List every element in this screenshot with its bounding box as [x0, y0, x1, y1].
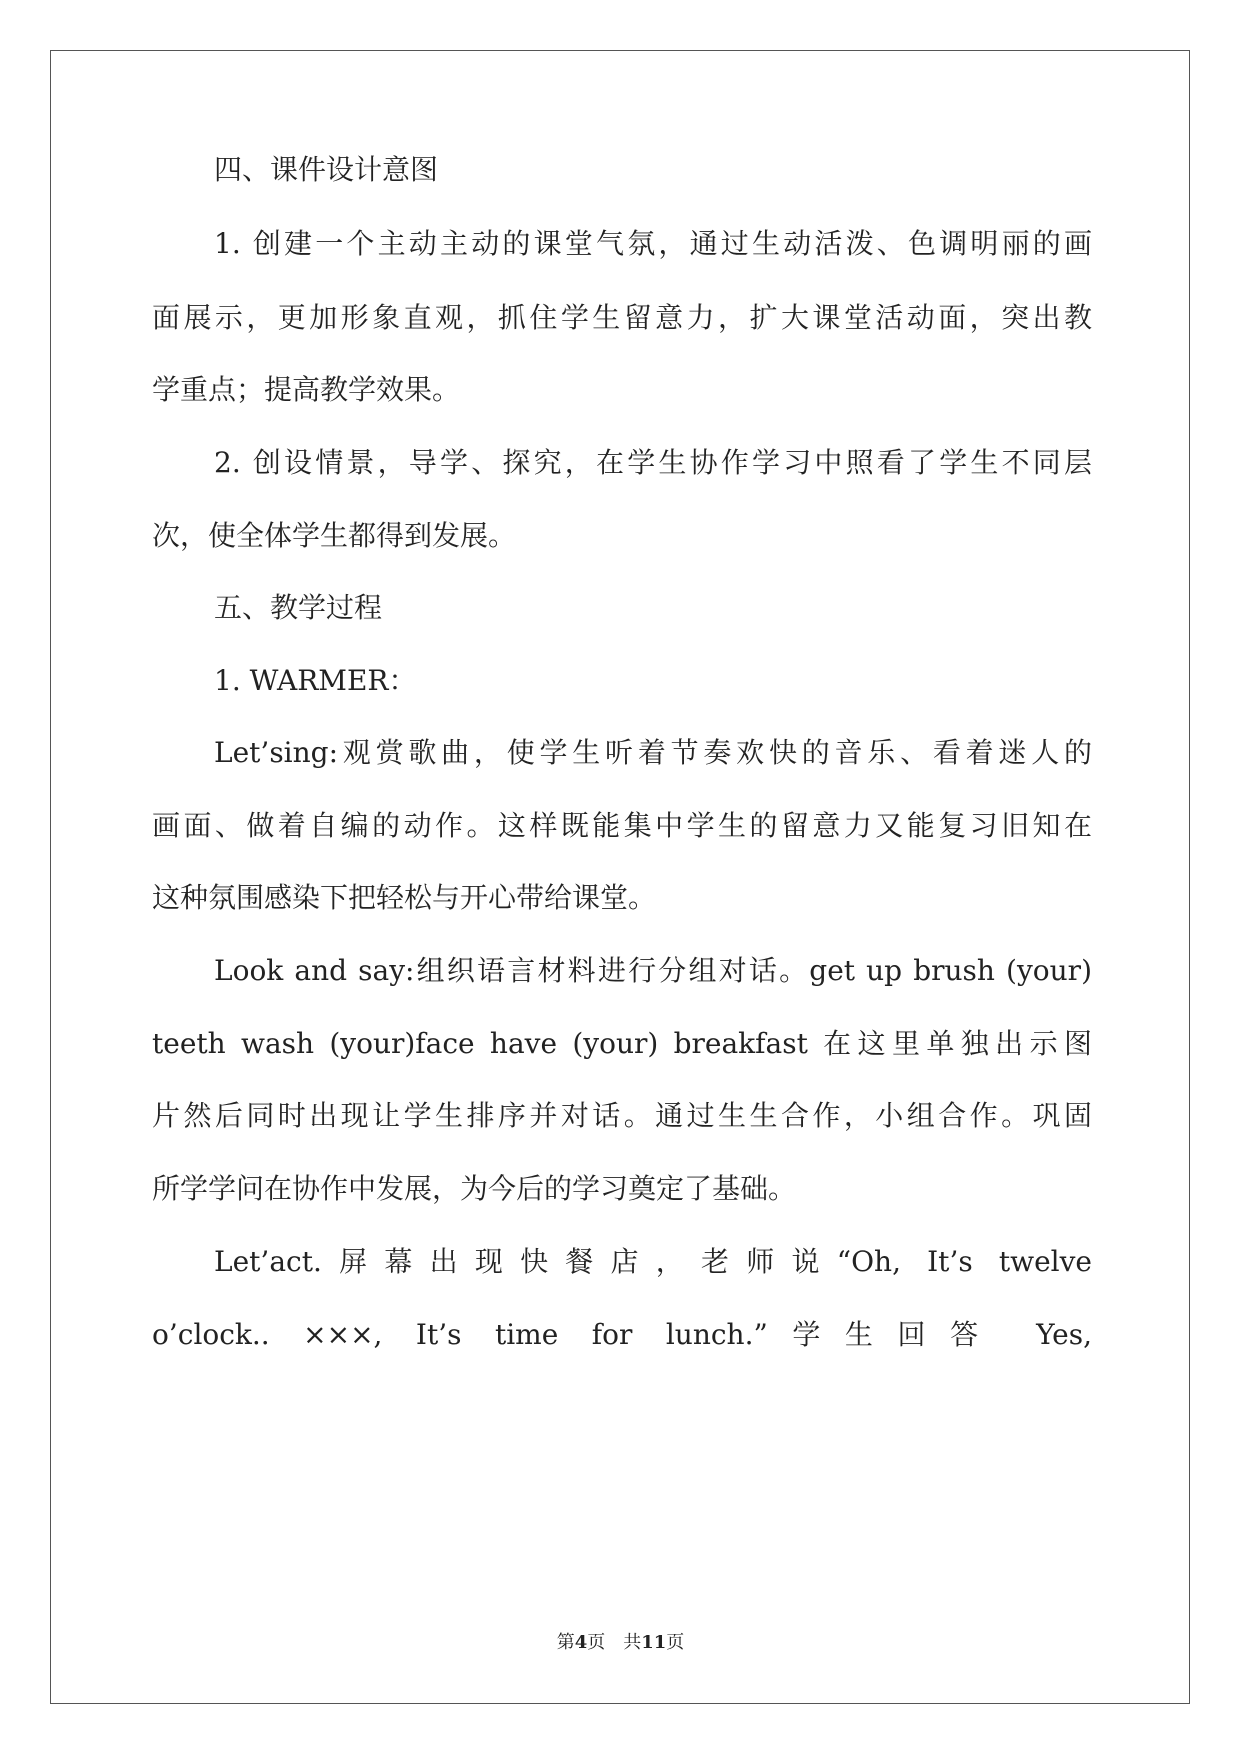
- paragraph-line: o’clock.. ×××, It’s time for lunch.”学生回答 Yes,: [152, 1318, 1092, 1351]
- paragraph-line: 学重点；提高教学效果。: [152, 373, 461, 406]
- paragraph-line: Let’act.屏幕出现快餐店，老师说“Oh, It’s twelve: [214, 1245, 1092, 1278]
- paragraph-line: 这种氛围感染下把轻松与开心带给课堂。: [152, 881, 657, 914]
- footer-suffix: 页: [666, 1632, 685, 1653]
- paragraph-line: 1. WARMER：: [214, 664, 417, 697]
- footer-prefix: 第: [556, 1632, 575, 1653]
- paragraph-line: 片然后同时出现让学生排序并对话。通过生生合作，小组合作。巩固: [152, 1099, 1092, 1132]
- paragraph-line: 2. 创设情景，导学、探究，在学生协作学习中照看了学生不同层: [214, 446, 1092, 479]
- paragraph-line: 画面、做着自编的动作。这样既能集中学生的留意力又能复习旧知在: [152, 809, 1092, 842]
- section-heading: 四、课件设计意图: [214, 153, 439, 186]
- paragraph-line: 面展示，更加形象直观，抓住学生留意力，扩大课堂活动面，突出教: [152, 301, 1092, 334]
- footer-middle: 页 共: [587, 1632, 642, 1653]
- page-total: 11: [641, 1632, 667, 1653]
- page-footer: [0, 1628, 1241, 1654]
- section-heading: 五、教学过程: [214, 591, 383, 624]
- paragraph-line: Look and say:组织语言材料进行分组对话。get up brush (your): [214, 954, 1092, 987]
- paragraph-line: teeth wash (your)face have (your) breakfast 在这里单独出示图: [152, 1027, 1092, 1060]
- paragraph-line: 所学学问在协作中发展，为今后的学习奠定了基础。: [152, 1172, 797, 1205]
- page-number: 4: [574, 1632, 588, 1653]
- paragraph-line: 1. 创建一个主动主动的课堂气氛，通过生动活泼、色调明丽的画: [214, 227, 1092, 260]
- paragraph-line: Let’sing:观赏歌曲，使学生听着节奏欢快的音乐、看着迷人的: [214, 736, 1092, 769]
- paragraph-line: 次，使全体学生都得到发展。: [152, 519, 517, 552]
